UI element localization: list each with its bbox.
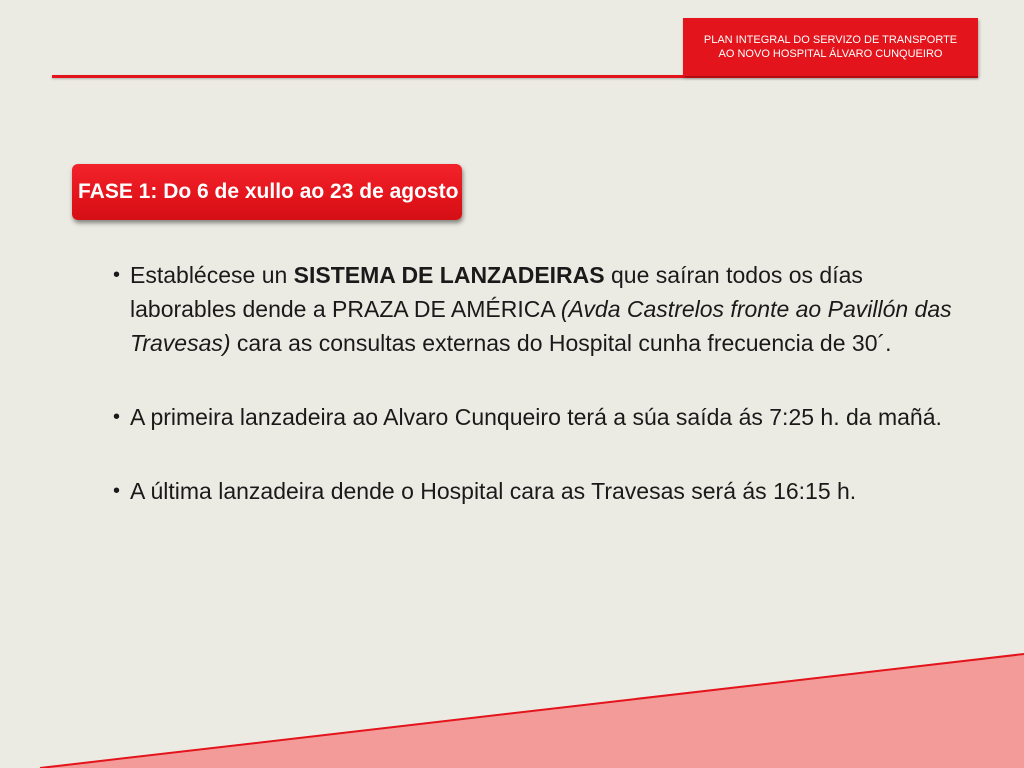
bullet-text: A primeira lanzadeira ao Alvaro Cunqueiro terá a súa saída ás 7:25 h. da mañá. [130, 404, 942, 430]
bullet-icon: • [113, 480, 121, 502]
header-badge-line2: AO NOVO HOSPITAL ÁLVARO CUNQUEIRO [718, 48, 943, 60]
bullet-italic-text: (Avda Castrelos fronte ao Pavillón das Travesas) [130, 296, 952, 356]
header-badge-line1: PLAN INTEGRAL DO SERVIZO DE TRANSPORTE [703, 34, 958, 46]
bullet-icon: • [113, 406, 121, 428]
bullet-bold-text: SISTEMA DE LANZADEIRAS [293, 262, 605, 288]
phase-title: FASE 1: Do 6 de xullo ao 23 de agosto [72, 164, 462, 220]
bullet-icon: • [113, 264, 121, 286]
bullet-text-part: cara as consultas externas do Hospital cunha frecuencia de 30´. [230, 330, 892, 356]
bullet-text-part: que saíran todos os días laborables dende a PRAZA DE AMÉRICA [130, 262, 863, 322]
bullet-text: A última lanzadeira dende o Hospital cara as Travesas será ás 16:15 h. [130, 478, 857, 504]
bullet-text-part: Establécese un [130, 262, 294, 288]
